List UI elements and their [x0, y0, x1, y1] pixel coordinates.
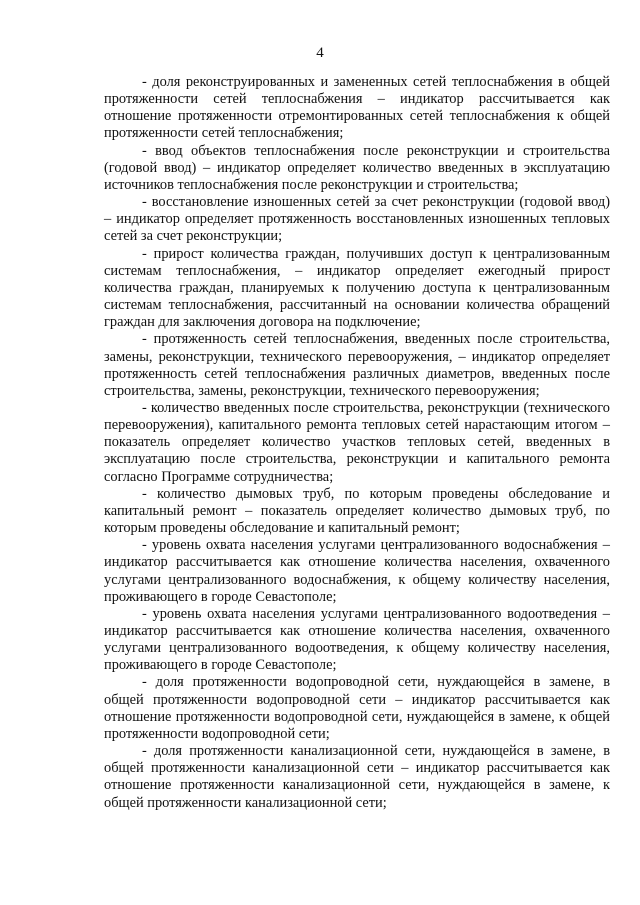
indicator-paragraph-1: - доля реконструированных и замененных сетей теплоснабжения в общей протяженности сетей теплоснабжения – индикатор рассчитывается как отношение протяженности отремонтированных сетей теплоснабжения к общей протяженности сетей теплоснабжения; — [104, 74, 610, 142]
document-body — [104, 74, 610, 812]
indicator-paragraph-6: - количество введенных после строительства, реконструкции (технического перевооружения), капитального ремонта тепловых сетей нарастающим итогом – показатель определяет количество участков тепловых сетей, введенных в эксплуатацию после строительства, реконструкции и капитального ремонта согласно Программе сотрудничества; — [104, 399, 610, 485]
page-number: 4 — [316, 45, 324, 61]
indicator-paragraph-11: - доля протяженности канализационной сети, нуждающейся в замене, в общей протяженности канализационной сети – индикатор рассчитывается как отношение протяженности канализационной сети, нуждающейся в замене, к общей протяженности канализационной сети; — [104, 743, 610, 811]
indicator-paragraph-2: - ввод объектов теплоснабжения после реконструкции и строительства (годовой ввод) – индикатор определяет количество введенных в эксплуатацию источников теплоснабжения после реконструкции и строительства; — [104, 142, 610, 193]
indicator-paragraph-5: - протяженность сетей теплоснабжения, введенных после строительства, замены, реконструкции, технического перевооружения, – индикатор определяет протяженность сетей теплоснабжения различных диаметров, введенных после строительства, замены, реконструкции, технического перевооружения; — [104, 331, 610, 399]
indicator-paragraph-4: - прирост количества граждан, получивших доступ к централизованным системам теплоснабжения, – индикатор определяет ежегодный прирост количества граждан, планируемых к получению доступа к централизованным системам теплоснабжения, рассчитанный на основании количества обращений граждан для заключения договора на подключение; — [104, 245, 610, 331]
indicator-paragraph-7: - количество дымовых труб, по которым проведены обследование и капитальный ремонт – показатель определяет количество дымовых труб, по которым проведены обследование и капитальный ремонт; — [104, 485, 610, 537]
indicator-paragraph-9: - уровень охвата населения услугами централизованного водоотведения – индикатор рассчитывается как отношение количества населения, охваченного услугами централизованного водоотведения, к общему количеству населения, проживающего в городе Севастополе; — [104, 605, 610, 674]
indicator-paragraph-3: - восстановление изношенных сетей за счет реконструкции (годовой ввод) – индикатор определяет протяженность восстановленных изношенных тепловых сетей за счет реконструкции; — [104, 194, 610, 245]
indicator-paragraph-8: - уровень охвата населения услугами централизованного водоснабжения – индикатор рассчитывается как отношение количества населения, охваченного услугами централизованного водоснабжения, к общему количеству населения, проживающего в городе Севастополе; — [104, 537, 610, 605]
indicator-paragraph-10: - доля протяженности водопроводной сети, нуждающейся в замене, в общей протяженности водопроводной сети – индикатор рассчитывается как отношение протяженности водопроводной сети, нуждающейся в замене, к общей протяженности водопроводной сети; — [104, 674, 610, 742]
